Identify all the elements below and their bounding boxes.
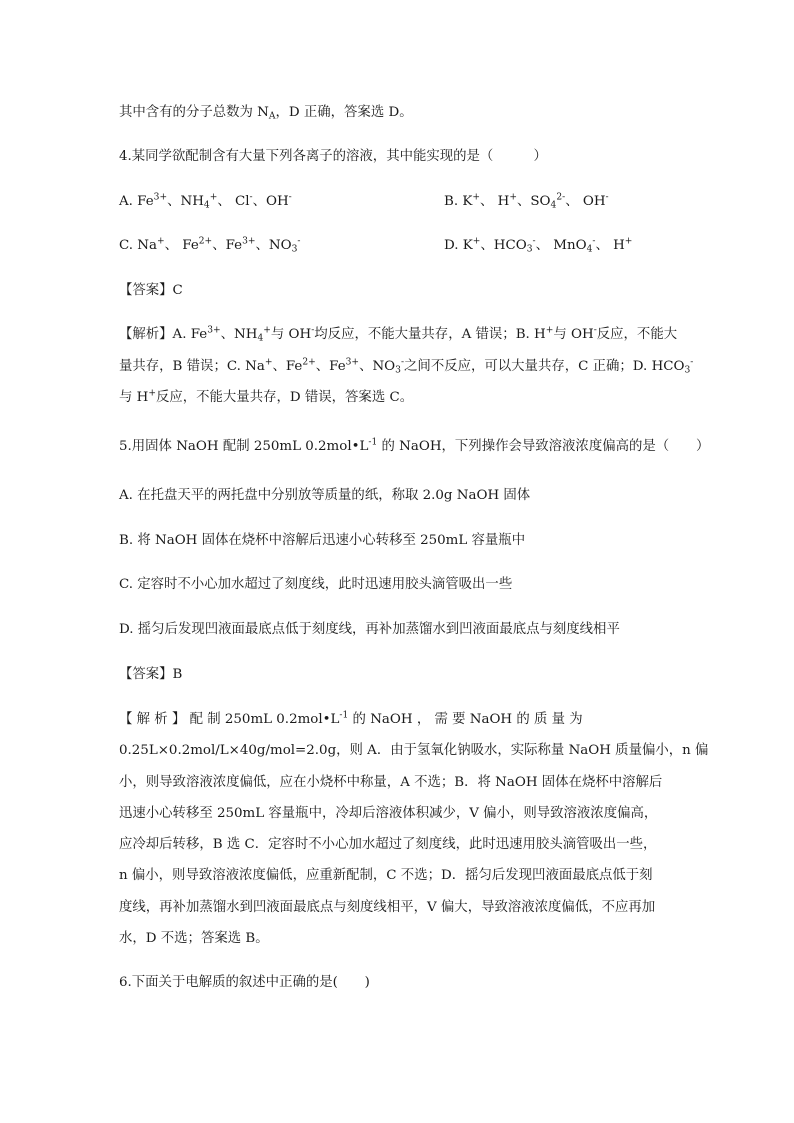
q4-option-c: C. Na+、 $Fe^{2+}$、$Fe^{3+}$、$NO_3^-$: [119, 236, 301, 255]
q5-analysis-line-1: 【 解 析 】 配 制 250mL $0.2mol•L^{-1}$ 的 NaOH ， 需 要 NaOH 的 质 量 为: [119, 710, 583, 727]
q4-analysis-line-3: 与 H+反应，不能大量共存，D 错误，答案选 C。: [119, 388, 414, 405]
q5-analysis-line-3: 小，则导致溶液浓度偏低，应在小烧杯中称量，A 不选；B．将 NaOH 固体在烧杯中溶解后: [119, 775, 663, 790]
continuation-line: 其中含有的分子总数为 $N_A$，D 正确，答案选 D。: [119, 105, 413, 122]
q4-analysis-line-2: 量共存，B 错误；C. Na+、$Fe^{2+}$、$Fe^{3+}$、$NO_3^-$之间不反应，可以大量共存，C 正确；D. $HCO_3^-$: [119, 357, 694, 376]
q5-analysis-line-2: 0.25L×0.2mol/L×40g/mol=2.0g，则 A．由于氢氧化钠吸水，实际称量 NaOH 质量偏小，n 偏: [119, 743, 709, 758]
q4-analysis-line-1: 【解析】A. $Fe^{3+}$、$NH_4^+$与 OH-均反应，不能大量共存，A 错误；B. H+与 OH-反应，不能大: [119, 325, 678, 344]
q5-analysis-line-8: 水，D 不选；答案选 B。: [119, 931, 269, 946]
q5-analysis-line-5: 应冷却后转移，B 选 C．定容时不小心加水超过了刻度线，此时迅速用胶头滴管吸出一些，: [119, 837, 657, 852]
q4-option-d: D. K+、$HCO_3^-$、 MnO$_4$-、 H+: [444, 236, 633, 255]
question-5-stem: 5.用固体 NaOH 配制 250mL $0.2mol•L^{-1}$ 的 NaOH，下列操作会导致溶液浓度偏高的是（ ）: [119, 437, 710, 454]
question-6-stem: 6.下面关于电解质的叙述中正确的是( ): [119, 975, 370, 990]
q4-option-a: A. $Fe^{3+}$、$NH_4^+$、 Cl-、OH-: [119, 192, 292, 211]
q5-analysis-line-6: n 偏小，则导致溶液浓度偏低，应重新配制，C 不选；D．摇匀后发现凹液面最底点低于刻: [119, 868, 653, 883]
q5-option-b: B. 将 NaOH 固体在烧杯中溶解后迅速小心转移至 250mL 容量瓶中: [119, 533, 526, 548]
q5-option-d: D. 摇匀后发现凹液面最底点低于刻度线，再补加蒸馏水到凹液面最底点与刻度线相平: [119, 622, 620, 637]
q4-option-b: B. K+、 H+、$SO_4^{2-}$、 OH-: [444, 192, 609, 211]
q5-option-a: A. 在托盘天平的两托盘中分别放等质量的纸，称取 2.0g NaOH 固体: [119, 488, 531, 503]
q5-answer: 【答案】B: [119, 667, 183, 682]
q5-analysis-line-4: 迅速小心转移至 250mL 容量瓶中，冷却后溶液体积减少，V 偏小，则导致溶液浓度偏高，: [119, 806, 658, 821]
q4-answer: 【答案】C: [119, 283, 183, 298]
q5-analysis-line-7: 度线，再补加蒸馏水到凹液面最底点与刻度线相平，V 偏大，导致溶液浓度偏低，不应再加: [119, 900, 656, 915]
question-4-stem: 4.某同学欲配制含有大量下列各离子的溶液，其中能实现的是（ ）: [119, 149, 547, 164]
q5-option-c: C. 定容时不小心加水超过了刻度线，此时迅速用胶头滴管吸出一些: [119, 577, 513, 592]
